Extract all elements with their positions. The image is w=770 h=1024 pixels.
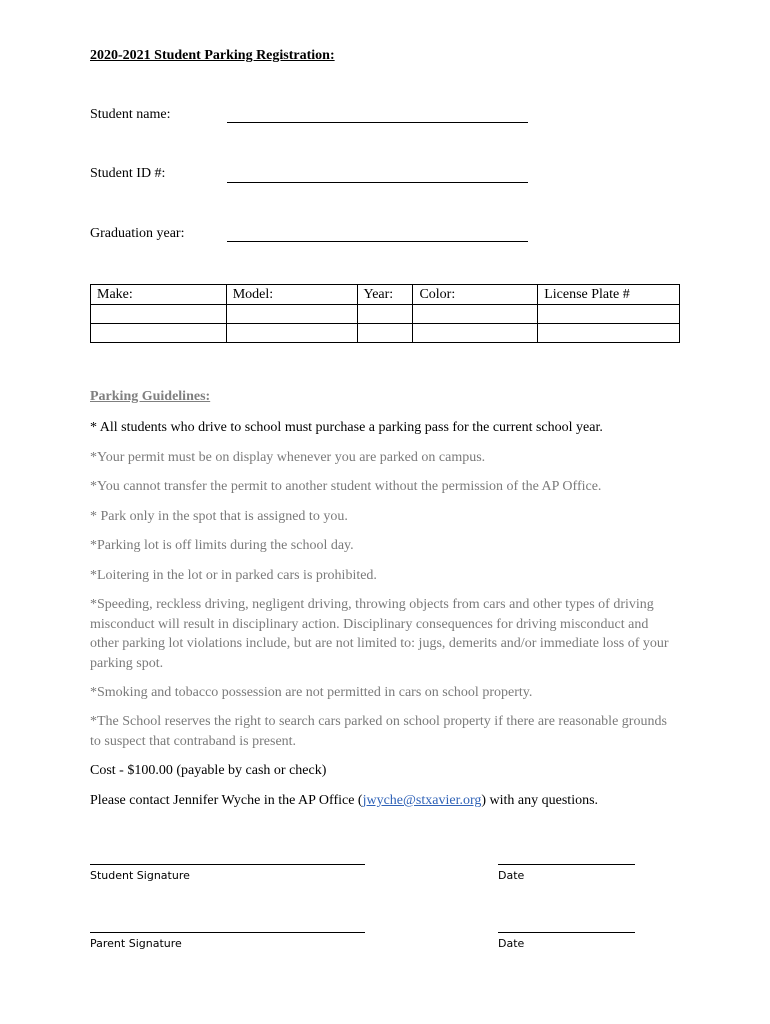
student-signature-line[interactable] xyxy=(90,864,365,865)
vehicle-table xyxy=(90,284,680,343)
contact-text xyxy=(90,791,680,811)
graduation-year-label: Graduation year: xyxy=(90,226,185,241)
guidelines-title: Parking Guidelines: xyxy=(90,389,211,404)
table-cell-color[interactable] xyxy=(413,324,538,343)
guideline-item: * All students who drive to school must purchase a parking pass for the current school year. xyxy=(90,420,603,435)
parent-date-label: Date xyxy=(498,937,525,950)
guideline-item: *Parking lot is off limits during the school day. xyxy=(90,538,354,553)
student-signature-label: Student Signature xyxy=(90,869,190,882)
table-header-year: Year: xyxy=(357,285,413,305)
parent-date-line[interactable] xyxy=(498,932,635,933)
table-header-model: Model: xyxy=(226,285,357,305)
table-header-color: Color: xyxy=(413,285,538,305)
table-cell-year[interactable] xyxy=(357,305,413,324)
guideline-item: *You cannot transfer the permit to another student without the permission of the AP Office. xyxy=(90,479,602,494)
graduation-year-field[interactable] xyxy=(227,241,528,242)
contact-text-before: Please contact Jennifer Wyche in the AP Office ( xyxy=(90,793,363,808)
table-cell-make[interactable] xyxy=(91,305,227,324)
table-header-license-plate: License Plate # xyxy=(538,285,680,305)
student-name-label: Student name: xyxy=(90,107,171,122)
contact-text-after: ) with any questions. xyxy=(481,793,599,808)
table-cell-model[interactable] xyxy=(226,324,357,343)
table-cell-model[interactable] xyxy=(226,305,357,324)
guideline-item: *Loitering in the lot or in parked cars is prohibited. xyxy=(90,568,377,583)
email-link[interactable]: jwyche@stxavier.org xyxy=(362,793,482,808)
student-date-line[interactable] xyxy=(498,864,635,865)
table-row xyxy=(91,305,680,324)
guideline-item: *Your permit must be on display whenever you are parked on campus. xyxy=(90,450,486,465)
table-cell-make[interactable] xyxy=(91,324,227,343)
guideline-item: *The School reserves the right to search cars parked on school property if there are reasonable grounds to suspect that contraband is present. xyxy=(90,714,667,749)
table-header-make: Make: xyxy=(91,285,227,305)
table-cell-license-plate[interactable] xyxy=(538,324,680,343)
student-date-label: Date xyxy=(498,869,525,882)
cost-text: Cost - $100.00 (payable by cash or check) xyxy=(90,763,327,778)
vehicle-table-header-row xyxy=(91,285,680,305)
student-name-field[interactable] xyxy=(227,122,528,123)
table-cell-license-plate[interactable] xyxy=(538,305,680,324)
parent-signature-line[interactable] xyxy=(90,932,365,933)
table-cell-color[interactable] xyxy=(413,305,538,324)
parent-signature-label: Parent Signature xyxy=(90,937,182,950)
page-title: 2020-2021 Student Parking Registration: xyxy=(90,48,335,63)
table-cell-year[interactable] xyxy=(357,324,413,343)
student-id-field[interactable] xyxy=(227,182,528,183)
guideline-item: *Smoking and tobacco possession are not permitted in cars on school property. xyxy=(90,685,533,700)
guideline-item: * Park only in the spot that is assigned to you. xyxy=(90,509,348,524)
student-id-label: Student ID #: xyxy=(90,166,166,181)
table-row xyxy=(91,324,680,343)
guideline-item: *Speeding, reckless driving, negligent driving, throwing objects from cars and other types of driving misconduct will result in disciplinary action. Disciplinary consequences for driving misconduct and other parking lot violations include, but are not limited to: jugs, demerits and/or immediate loss of your parking spot. xyxy=(90,597,669,671)
